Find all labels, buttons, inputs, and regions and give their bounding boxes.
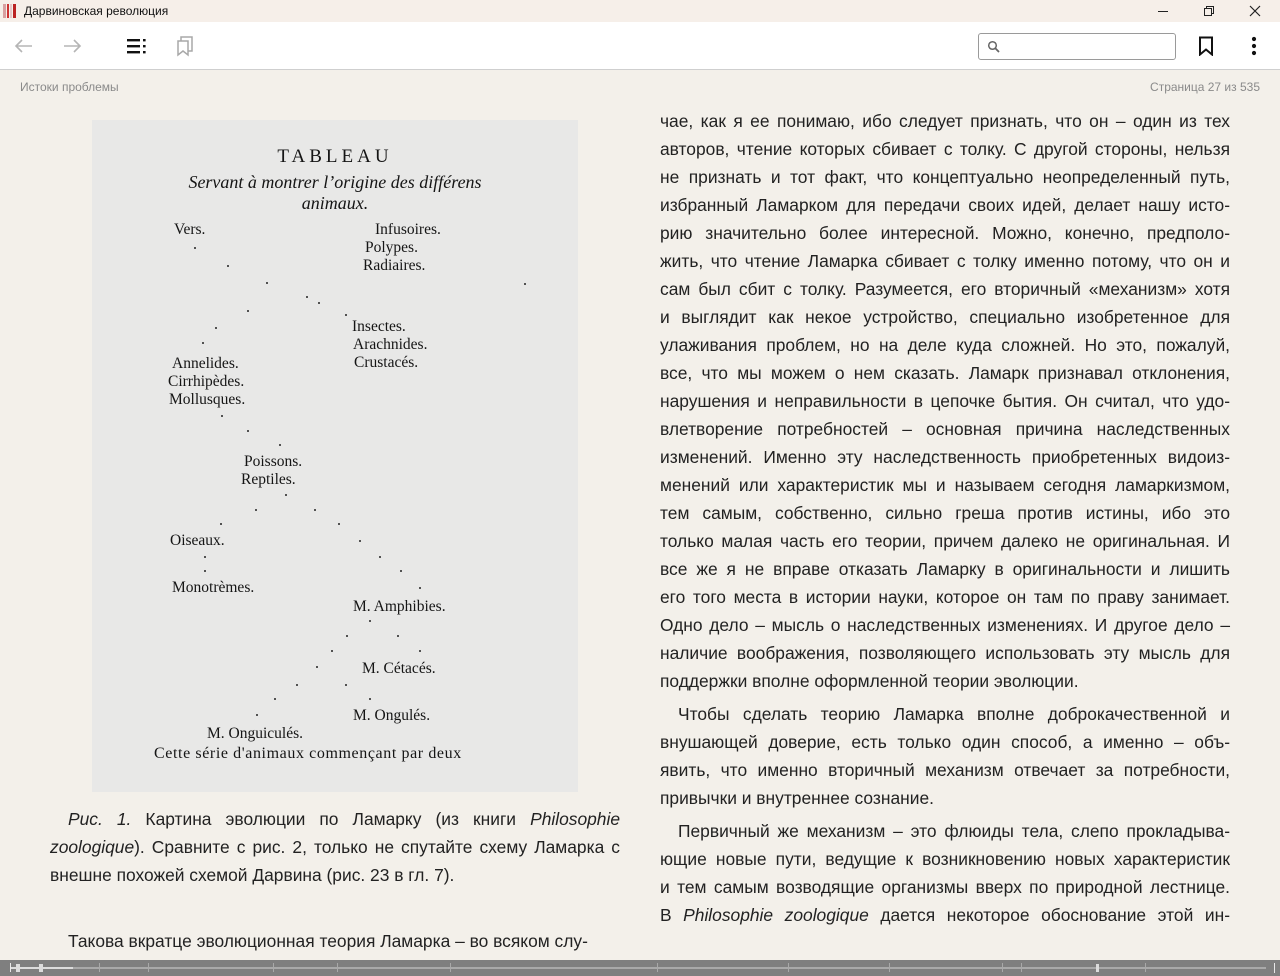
figure-caption [50, 805, 620, 889]
diagram-dot [359, 540, 361, 542]
diagram-dot [338, 523, 340, 525]
text-line: все же я не вправе отказать Ламарку в оригинальности и лишить [660, 559, 1230, 579]
text-fragment: В [660, 905, 684, 925]
figure-label: Oiseaux. [170, 532, 225, 549]
diagram-dot [285, 494, 287, 496]
text-line: поддержки вполне оформленной теории эволюции. [660, 671, 1079, 691]
text-line: только малая часть его теории, причем далеко не оригинальная. И [660, 531, 1230, 551]
figure-title: TABLEAU [277, 146, 393, 167]
figure-label: Annelides. [172, 355, 239, 372]
text-line: чае, как я ее понимаю, ибо следует признать, что он – один из тех [660, 111, 1230, 131]
diagram-dot [419, 587, 421, 589]
diagram-dot [247, 430, 249, 432]
diagram-dot [316, 666, 318, 668]
text-line: сам был сбит с толку. Разумеется, его вторичный «механизм» хотя [660, 279, 1230, 299]
text-line: тем самым, собственно, сильно греша против истины, ибо это [660, 503, 1230, 523]
chapter-tick [148, 963, 149, 972]
figure-label: M. Onguiculés. [207, 725, 304, 742]
text-line: внушающей доверие, есть только один способ, а именно – объ- [660, 732, 1230, 752]
text-line: и тем самым возводящие организмы вверх по природной лестнице. [660, 877, 1230, 897]
figure-label: M. Ongulés. [353, 707, 431, 724]
diagram-dot [204, 570, 206, 572]
diagram-dot [306, 296, 308, 298]
text-line: Первичный же механизм – это флюиды тела, слепо прокладыва- [678, 821, 1230, 841]
diagram-dot [314, 509, 316, 511]
text-line: Одно дело – мысль о наследственных изменениях. И другое дело – [660, 615, 1230, 635]
search-input[interactable] [1003, 37, 1171, 56]
progress-track[interactable] [10, 967, 1266, 969]
progress-marker [16, 964, 20, 972]
text-line: изменений. Именно эту наследственность приобретенных видоиз- [660, 447, 1230, 467]
bookmarks-list-button[interactable] [171, 32, 199, 60]
figure-subtitle-line: Servant à montrer l’origine des différens [188, 172, 482, 192]
text-line: нарушения и неправильности в цепочке бытия. Он считал, что удо- [660, 391, 1230, 411]
text-line: жить, что чтение Ламарка сбивает с толку именно потому, что он и [660, 251, 1230, 271]
progress-handle[interactable] [39, 964, 43, 972]
progress-end-tick [1274, 963, 1275, 973]
text-line: все, что мы можем о нем сказать. Ламарк признавал отклонения, [660, 363, 1230, 383]
close-icon [1249, 5, 1261, 17]
chapter-tick [273, 963, 274, 972]
body-paragraph [660, 700, 1230, 812]
chapter-tick [1145, 963, 1146, 972]
body-paragraph [660, 817, 1230, 901]
diagram-dot [279, 444, 281, 446]
diagram-dot [524, 283, 526, 285]
figure-tableau-image [92, 120, 578, 792]
diagram-dot [331, 650, 333, 652]
diagram-dot [369, 698, 371, 700]
diagram-dot [345, 314, 347, 316]
figure-label: Poissons. [244, 453, 303, 470]
bookmark-marker [1096, 964, 1099, 972]
diagram-dot [296, 684, 298, 686]
window-title: Дарвиновская революция [24, 4, 169, 18]
diagram-dot [202, 342, 204, 344]
text-line: привычки и внутреннее сознание. [660, 788, 934, 808]
text-line [660, 901, 1230, 929]
figure-label: Infusoires. [375, 221, 441, 238]
text-fragment: дается некоторое обоснование этой ин- [868, 905, 1230, 925]
chapter-title: Истоки проблемы [20, 80, 119, 94]
diagram-dot [194, 247, 196, 249]
figure-label: Arachnides. [353, 336, 428, 353]
forward-button[interactable] [58, 32, 86, 60]
bookmark-button[interactable] [1192, 32, 1220, 60]
diagram-dot [227, 265, 229, 267]
figure-subtitle [92, 172, 578, 214]
figure-label: Mollusques. [169, 391, 246, 408]
search-field[interactable] [978, 33, 1176, 60]
page-indicator: Страница 27 из 535 [1150, 80, 1260, 94]
diagram-dot [220, 523, 222, 525]
diagram-dot [247, 310, 249, 312]
bookmarks-list-icon [175, 35, 195, 57]
chapter-tick [1021, 963, 1022, 972]
figure-label: Crustacés. [354, 354, 419, 371]
toolbar [0, 22, 1280, 70]
diagram-dot [215, 327, 217, 329]
text-line: Чтобы сделать теорию Ламарка вполне доброкачественной и [678, 704, 1230, 724]
chapter-tick [788, 963, 789, 972]
close-button[interactable] [1232, 0, 1278, 22]
chapter-tick [889, 963, 890, 972]
text-line: ющие новые пути, ведущие к возникновению новых характеристик [660, 849, 1230, 869]
chapter-tick [1002, 963, 1003, 972]
diagram-dot [346, 635, 348, 637]
figure-label: Radiaires. [363, 257, 426, 274]
progress-start-tick [10, 963, 11, 972]
text-line: менений или характеристик мы и называем сегодня ламаркизмом, [660, 475, 1230, 495]
diagram-dot [397, 635, 399, 637]
text-line: наличие воображения, позволяющего использовать эту мысль для [660, 643, 1230, 663]
back-button[interactable] [10, 32, 38, 60]
diagram-dot [318, 302, 320, 304]
figure-label: Insectes. [352, 318, 406, 335]
more-menu-button[interactable] [1240, 32, 1268, 60]
figure-label: M. Amphibies. [353, 598, 446, 615]
book-title: Philosophie zoologique [50, 809, 621, 857]
figure-label: Vers. [174, 221, 206, 238]
figure-label: Monotrèmes. [172, 579, 255, 596]
figure-label: Polypes. [365, 239, 418, 256]
diagram-dot [419, 650, 421, 652]
diagram-dot [221, 415, 223, 417]
chapter-tick [450, 963, 451, 972]
diagram-dot [400, 570, 402, 572]
restore-icon [1204, 6, 1214, 16]
figure-subtitle-line: animaux. [301, 193, 369, 213]
caption-text: ). Сравните с рис. 2, только не спутайте схему Ламарка с внешне похожей схемой Дарвина (рис. 23 в гл. 7). [50, 837, 620, 885]
figure-label: M. Cétacés. [362, 660, 436, 677]
text-line: рию значительно более интересной. Можно, конечно, предполо- [660, 223, 1230, 243]
text-line: и выглядит как некое устройство, специально изобретенное для [660, 307, 1230, 327]
more-vertical-icon [1251, 36, 1257, 56]
text-line: влетворение потребностей – основная причина наследственных [660, 419, 1230, 439]
chapter-tick [99, 963, 100, 972]
book-title: Philosophie zoologique [683, 905, 869, 925]
arrow-left-icon [14, 38, 34, 54]
search-icon [987, 40, 1001, 54]
minimize-button[interactable] [1140, 0, 1186, 22]
arrow-right-icon [62, 38, 82, 54]
diagram-dot [255, 509, 257, 511]
diagram-dot [345, 684, 347, 686]
body-paragraph: Такова вкратце эволюционная теория Ламарка – во всяком слу- [68, 931, 588, 951]
caption-text: Картина эволюции по Ламарку (из книги [131, 809, 531, 829]
minimize-icon [1158, 11, 1168, 12]
bookmark-icon [1198, 36, 1214, 56]
chapter-tick [657, 963, 658, 972]
table-of-contents-button[interactable] [123, 32, 151, 60]
diagram-dot [369, 620, 371, 622]
diagram-dot [379, 556, 381, 558]
diagram-dot [274, 698, 276, 700]
figure-footer-text: Cette série d'animaux commençant par deux [154, 745, 462, 762]
diagram-dot [256, 714, 258, 716]
text-line: не признать и тот факт, что концептуально неопределенный путь, [660, 167, 1230, 187]
text-line: его того места в истории науки, которое он там по праву занимает. [660, 587, 1230, 607]
figure-label: Cirrhipèdes. [168, 373, 245, 390]
chapter-tick [337, 963, 338, 972]
diagram-dot [266, 282, 268, 284]
text-line: явить, что именно вторичный механизм отвечает за потребности, [660, 760, 1230, 780]
text-line: избранный Ламарком для передачи своих идей, делает нашу исто- [660, 195, 1230, 215]
restore-button[interactable] [1186, 0, 1232, 22]
body-paragraph [660, 107, 1230, 695]
title-bar [0, 0, 1280, 22]
figure-reference: Рис. 1. [68, 809, 132, 829]
diagram-dot [204, 556, 206, 558]
text-line: авторов, чтение которых сбивает с толку. С другой стороны, нельзя [660, 139, 1230, 159]
text-line: улаживания проблем, но на деле куда сложней. Но это, пожалуй, [660, 335, 1230, 355]
figure-label: Reptiles. [241, 471, 296, 488]
book-app-icon [3, 4, 18, 18]
right-column-text [660, 107, 1230, 929]
reading-progress-bar[interactable] [0, 960, 1280, 976]
table-of-contents-icon [126, 37, 148, 55]
